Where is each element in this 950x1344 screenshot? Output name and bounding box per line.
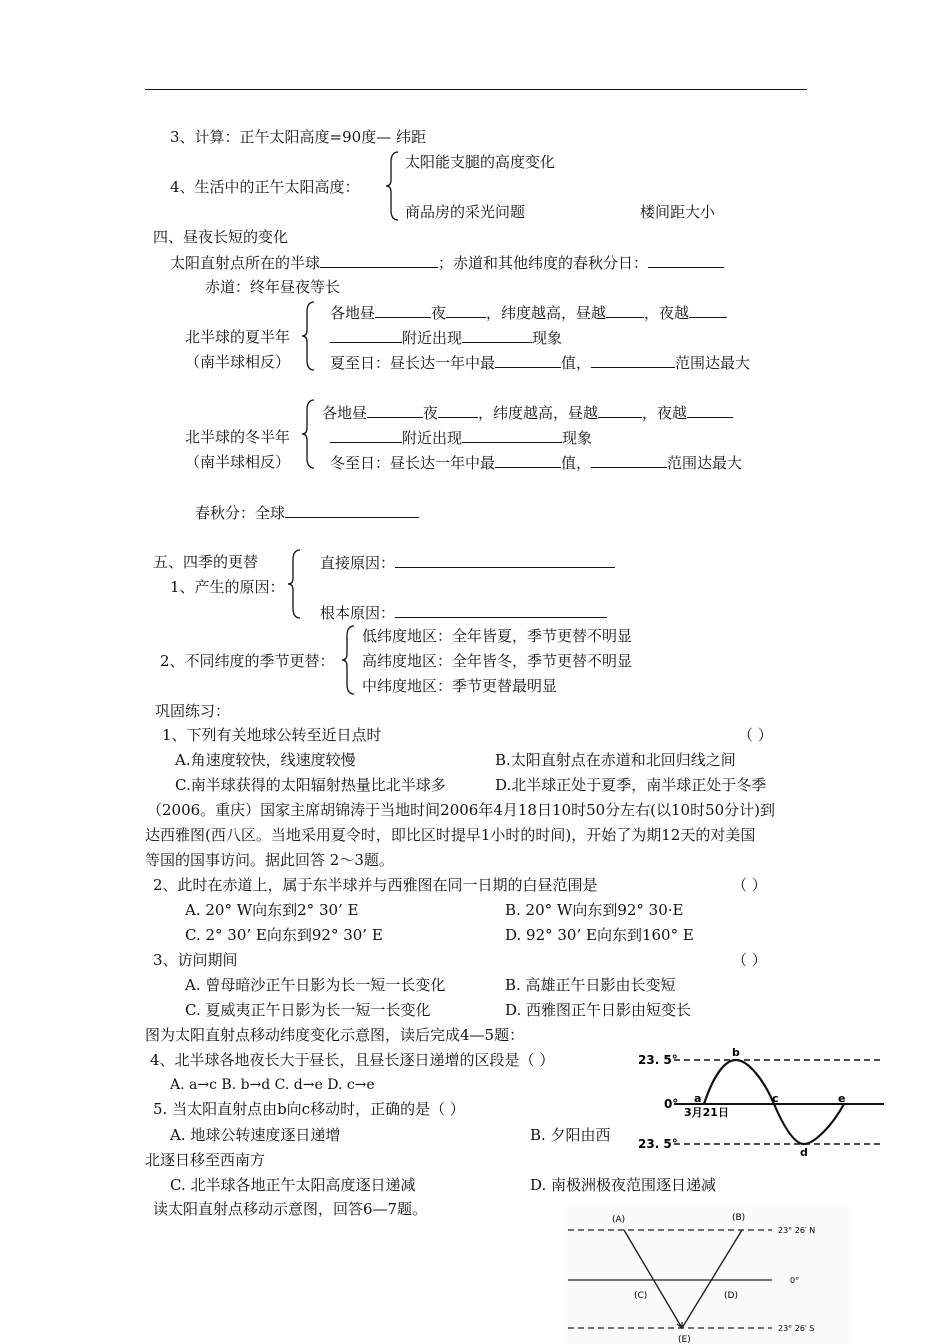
summer-half-label: 北半球的夏半年 xyxy=(185,328,291,346)
q4-options: A. a→c B. b→d C. d→e D. c→e xyxy=(170,1077,375,1093)
figure2-intro: 读太阳直射点移动示意图，回答6—7题。 xyxy=(153,1200,428,1218)
blank xyxy=(591,353,675,368)
brace-life xyxy=(384,150,402,222)
context-line-2: 达西雅图(西八区。当地采用夏令时，即比区时提早1小时的时间)，开始了为期12天的对美国 xyxy=(145,826,756,844)
fig1-point-d: d xyxy=(800,1146,808,1158)
blank xyxy=(462,428,562,443)
equator-line: 赤道：终年昼夜等长 xyxy=(205,278,341,296)
blank xyxy=(395,603,607,618)
q3-stem: 3、访问期间 xyxy=(153,951,238,969)
blank xyxy=(462,328,532,343)
q2-option-c: C. 2° 30’ E向东到92° 30’ E xyxy=(185,926,383,944)
fig1-top-label: 23. 5° xyxy=(638,1053,678,1067)
winter-south-note: （南半球相反） xyxy=(185,453,291,471)
fig2-lat-0: 0° xyxy=(790,1276,800,1285)
fig2-lat-n: 23° 26′ N xyxy=(778,1226,816,1235)
brace-causes xyxy=(286,548,304,620)
summer-south-note: （南半球相反） xyxy=(185,353,291,371)
blank xyxy=(606,303,644,318)
blank xyxy=(375,303,431,318)
fig1-bot-label: 23. 5° xyxy=(638,1137,678,1151)
q2-option-a: A. 20° W向东到2° 30’ E xyxy=(185,901,359,919)
building-spacing-text: 楼间距大小 xyxy=(640,203,716,221)
blank xyxy=(330,428,402,443)
winter-row-b: 附近出现 现象 xyxy=(330,428,592,447)
blank xyxy=(320,253,438,268)
q1-paren: （ ） xyxy=(738,726,773,744)
header-rule xyxy=(145,89,807,90)
equinox-line: 春秋分：全球 xyxy=(195,503,419,522)
fig2-label-a: (A) xyxy=(612,1215,626,1225)
q1-option-a: A.角速度较快，线速度较慢 xyxy=(175,751,356,769)
high-lat-text: 高纬度地区：全年皆冬，季节更替不明显 xyxy=(362,652,633,670)
winter-row-a: 各地昼 夜 ，纬度越高，昼越 ，夜越 xyxy=(322,403,733,422)
fig2-label-e: (E) xyxy=(678,1335,691,1344)
brace-latitudes xyxy=(340,624,358,696)
blank xyxy=(446,303,486,318)
blank xyxy=(495,353,561,368)
blank xyxy=(689,303,727,318)
q3-option-d: D. 西雅图正午日影由短变长 xyxy=(505,1001,692,1019)
q2-option-b: B. 20° W向东到92° 30·E xyxy=(505,901,684,919)
calc-line: 3、计算：正午太阳高度=90度— 纬距 xyxy=(170,128,426,146)
winter-row-c: 冬至日：昼长达一年中最 值， 范围达最大 xyxy=(330,454,743,472)
section-5-title: 五、四季的更替 xyxy=(153,553,259,571)
q5-stem: 5. 当太阳直射点由b向c移动时，正确的是（ ） xyxy=(153,1100,465,1118)
winter-half-label: 北半球的冬半年 xyxy=(185,428,291,446)
q1-option-b: B.太阳直射点在赤道和北回归线之间 xyxy=(495,751,736,769)
context-line-3: 等国的国事访问。据此回答 2～3题。 xyxy=(145,851,394,869)
q3-paren: （ ） xyxy=(732,951,767,969)
context-line-1: （2006。重庆）国家主席胡锦涛于当地时间2006年4月18日10时50分左右(以10时50分计)到 xyxy=(147,801,776,819)
fig1-point-a: a xyxy=(694,1092,702,1105)
fig1-point-e: e xyxy=(838,1092,846,1105)
summer-row-b: 附近出现 现象 xyxy=(330,328,562,347)
figure2-direct-point-diagram xyxy=(566,1206,850,1344)
practice-title: 巩固练习： xyxy=(155,702,231,720)
q5-option-a: A. 地球公转速度逐日递增 xyxy=(170,1126,341,1144)
q2-stem: 2、此时在赤道上，属于东半球并与西雅图在同一日期的白昼范围是 xyxy=(153,876,598,894)
blank xyxy=(367,403,423,418)
low-lat-text: 低纬度地区：全年皆夏，季节更替不明显 xyxy=(362,627,633,645)
figure1-intro: 图为太阳直射点移动纬度变化示意图，读后完成4—5题： xyxy=(145,1026,525,1044)
q3-option-a: A. 曾母暗沙正午日影为长一短一长变化 xyxy=(185,976,446,994)
fig2-label-d: (D) xyxy=(724,1291,738,1301)
blank xyxy=(598,403,642,418)
brace-winter xyxy=(300,398,318,470)
blank xyxy=(495,453,561,468)
q2-paren: （ ） xyxy=(732,876,767,894)
housing-light-text: 商品房的采光问题 xyxy=(405,203,526,221)
q5-option-b: B. 夕阳由西 xyxy=(530,1126,611,1144)
fig1-point-c: c xyxy=(772,1092,779,1105)
summer-row-c: 夏至日：昼长达一年中最 值， 范围达最大 xyxy=(330,354,751,372)
blank xyxy=(648,253,724,268)
solar-leg-text: 太阳能支腿的高度变化 xyxy=(405,153,556,171)
q4-stem: 4、北半球各地夜长大于昼长，且昼长逐日递增的区段是（ ） xyxy=(150,1051,555,1069)
blank xyxy=(591,453,667,468)
fig1-mid-label: 0° xyxy=(664,1097,679,1111)
q5-option-b-cont: 北逐日移至西南方 xyxy=(145,1151,266,1169)
root-cause-line: 根本原因： xyxy=(320,603,607,622)
lat-seasons-label: 2、不同纬度的季节更替： xyxy=(160,652,335,670)
blank xyxy=(330,328,402,343)
causes-label: 1、产生的原因： xyxy=(170,578,285,596)
q1-option-c: C.南半球获得的太阳辐射热量比北半球多 xyxy=(175,776,446,794)
q5-option-c: C. 北半球各地正午太阳高度逐日递减 xyxy=(170,1176,416,1194)
life-solar-height-label: 4、生活中的正午太阳高度： xyxy=(170,178,360,196)
direct-point-line: 太阳直射点所在的半球 ；赤道和其他纬度的春秋分日： xyxy=(170,253,724,272)
direct-cause-line: 直接原因： xyxy=(320,553,615,572)
blank xyxy=(285,503,419,518)
q1-stem: 1、下列有关地球公转至近日点时 xyxy=(162,726,382,744)
mid-lat-text: 中纬度地区：季节更替最明显 xyxy=(362,677,558,695)
fig1-point-b: b xyxy=(732,1046,740,1059)
blank xyxy=(395,553,615,568)
blank xyxy=(438,403,478,418)
brace-summer xyxy=(300,300,318,372)
summer-row-a: 各地昼 夜 ，纬度越高，昼越 ，夜越 xyxy=(330,303,727,322)
q5-option-d: D. 南极洲极夜范围逐日递减 xyxy=(530,1176,717,1194)
q3-option-b: B. 高雄正午日影由长变短 xyxy=(505,976,676,994)
fig2-label-b: (B) xyxy=(732,1213,746,1223)
fig2-lat-s: 23° 26′ S xyxy=(778,1324,815,1333)
q2-option-d: D. 92° 30’ E向东到160° E xyxy=(505,926,694,944)
fig1-date-label: 3月21日 xyxy=(684,1106,729,1119)
fig2-label-c: (C) xyxy=(634,1291,648,1301)
section-4-title: 四、昼夜长短的变化 xyxy=(153,228,289,246)
figure1-latitude-curve xyxy=(636,1046,888,1158)
blank xyxy=(687,403,733,418)
q3-option-c: C. 夏威夷正午日影为长一短一长变化 xyxy=(185,1001,431,1019)
q1-option-d: D.北半球正处于夏季，南半球正处于冬季 xyxy=(495,776,767,794)
